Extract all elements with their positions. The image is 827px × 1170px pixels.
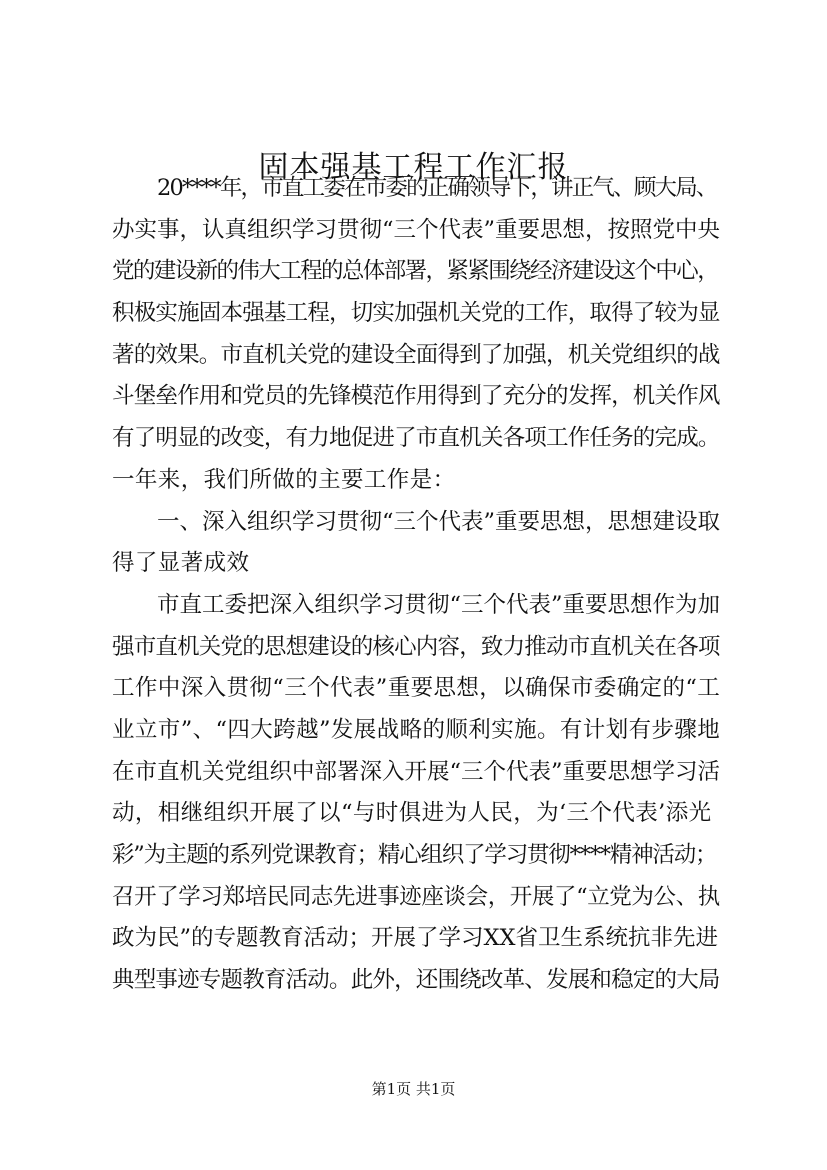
text-line: 党的建设新的伟大工程的总体部署，紧紧围绕经济建设这个中心， xyxy=(112,258,719,285)
page-number-footer: 第1页 共1页 xyxy=(371,1080,456,1098)
text-line: 典型事迹专题教育活动。此外，还围绕改革、发展和稳定的大局 xyxy=(112,967,720,994)
text-line: 召开了学习郑培民同志先进事迹座谈会，开展了“立党为公、执 xyxy=(112,883,720,910)
text-line: 市直工委把深入组织学习贯彻“三个代表”重要思想作为加 xyxy=(157,591,721,618)
text-line: 办实事，认真组织学习贯彻“三个代表”重要思想，按照党中央 xyxy=(112,216,721,243)
text-line: 有了明显的改变，有力地促进了市直机关各项工作任务的完成。 xyxy=(112,425,720,452)
text-line: 在市直机关党组织中部署深入开展“三个代表”重要思想学习活 xyxy=(112,758,721,785)
text-line: 业立市”、“四大跨越”发展战略的顺利实施。有计划有步骤地 xyxy=(112,716,721,743)
text-line: 著的效果。市直机关党的建设全面得到了加强，机关党组织的战 xyxy=(112,341,720,368)
text-line: 工作中深入贯彻“三个代表”重要思想，以确保市委确定的“工 xyxy=(112,675,721,702)
section-heading-line: 一、深入组织学习贯彻“三个代表”重要思想，思想建设取 xyxy=(157,508,721,535)
text-line: 斗堡垒作用和党员的先锋模范作用得到了充分的发挥，机关作风 xyxy=(112,383,720,410)
text-line: 一年来，我们所做的主要工作是： xyxy=(112,466,456,493)
page-title: 固本强基工程工作汇报 xyxy=(258,150,569,185)
text-line: 20****年，市直工委在市委的正确领导下，讲正气、顾大局、 xyxy=(157,175,717,201)
text-line: 政为民”的专题教育活动；开展了学习XX省卫生系统抗非先进 xyxy=(112,925,719,952)
section-heading-line: 得了显著成效 xyxy=(112,550,250,577)
text-line: 积极实施固本强基工程，切实加强机关党的工作，取得了较为显 xyxy=(112,300,720,327)
text-line: 彩”为主题的系列党课教育；精心组织了学习贯彻****精神活动； xyxy=(112,842,717,868)
document-body xyxy=(112,168,722,1002)
text-line: 强市直机关党的思想建设的核心内容，致力推动市直机关在各项 xyxy=(112,633,720,660)
text-line: 动，相继组织开展了以“与时俱进为人民，为‘三个代表’添光 xyxy=(112,800,712,827)
